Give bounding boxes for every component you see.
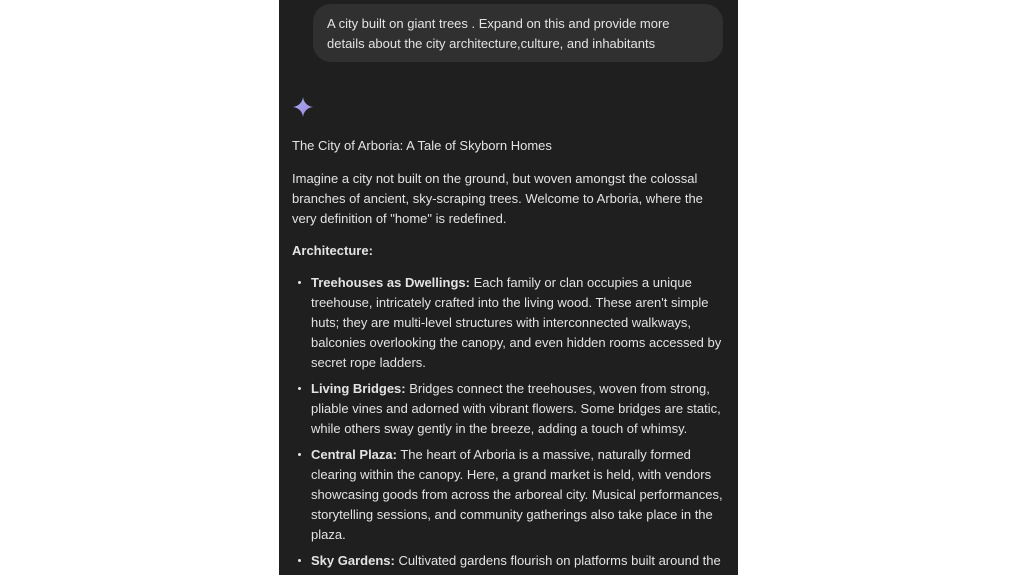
assistant-response <box>292 136 724 575</box>
list-item-text: The heart of Arboria is a massive, naturally formed clearing within the canopy. Here, a grand market is held, with vendors showcasing goods from across the arboreal city. Musical performances, storytelling sessions, and community gatherings also take place in the plaza. <box>311 447 723 542</box>
list-item-text: Each family or clan occupies a unique treehouse, intricately crafted into the living wood. These aren't simple huts; they are multi-level structures with interconnected walkways, balconies overlooking the canopy, and even hidden rooms accessed by secret rope ladders. <box>311 275 722 370</box>
response-intro: Imagine a city not built on the ground, but woven amongst the colossal branches of ancient, sky-scraping trees. Welcome to Arboria, where the very definition of "home" is redefined. <box>292 171 703 226</box>
chat-screen <box>279 0 738 575</box>
user-message-text: A city built on giant trees . Expand on this and provide more details about the city architecture,culture, and inhabitants <box>327 16 670 51</box>
bullet-dot <box>298 387 301 390</box>
bullet-dot <box>298 281 301 284</box>
list-item-text: Bridges connect the treehouses, woven from strong, pliable vines and adorned with vibrant flowers. Some bridges are static, while others sway gently in the breeze, adding a touch of whimsy. <box>311 381 721 436</box>
list-item <box>311 551 724 571</box>
bullet-dot <box>298 559 301 562</box>
bullet-dot <box>298 453 301 456</box>
list-item-term: Treehouses as Dwellings: <box>311 275 470 290</box>
sparkle-icon <box>292 96 314 118</box>
list-item-text: Cultivated gardens flourish on platforms built around the <box>394 553 721 568</box>
architecture-list <box>292 273 724 571</box>
section-heading-architecture: Architecture: <box>292 243 373 258</box>
list-item <box>311 273 724 373</box>
list-item <box>311 445 724 545</box>
user-message-bubble <box>313 4 723 62</box>
response-title: The City of Arboria: A Tale of Skyborn Homes <box>292 138 552 153</box>
list-item-term: Living Bridges: <box>311 381 406 396</box>
list-item-term: Central Plaza: <box>311 447 397 462</box>
list-item-term: Sky Gardens: <box>311 553 395 568</box>
list-item <box>311 379 724 439</box>
